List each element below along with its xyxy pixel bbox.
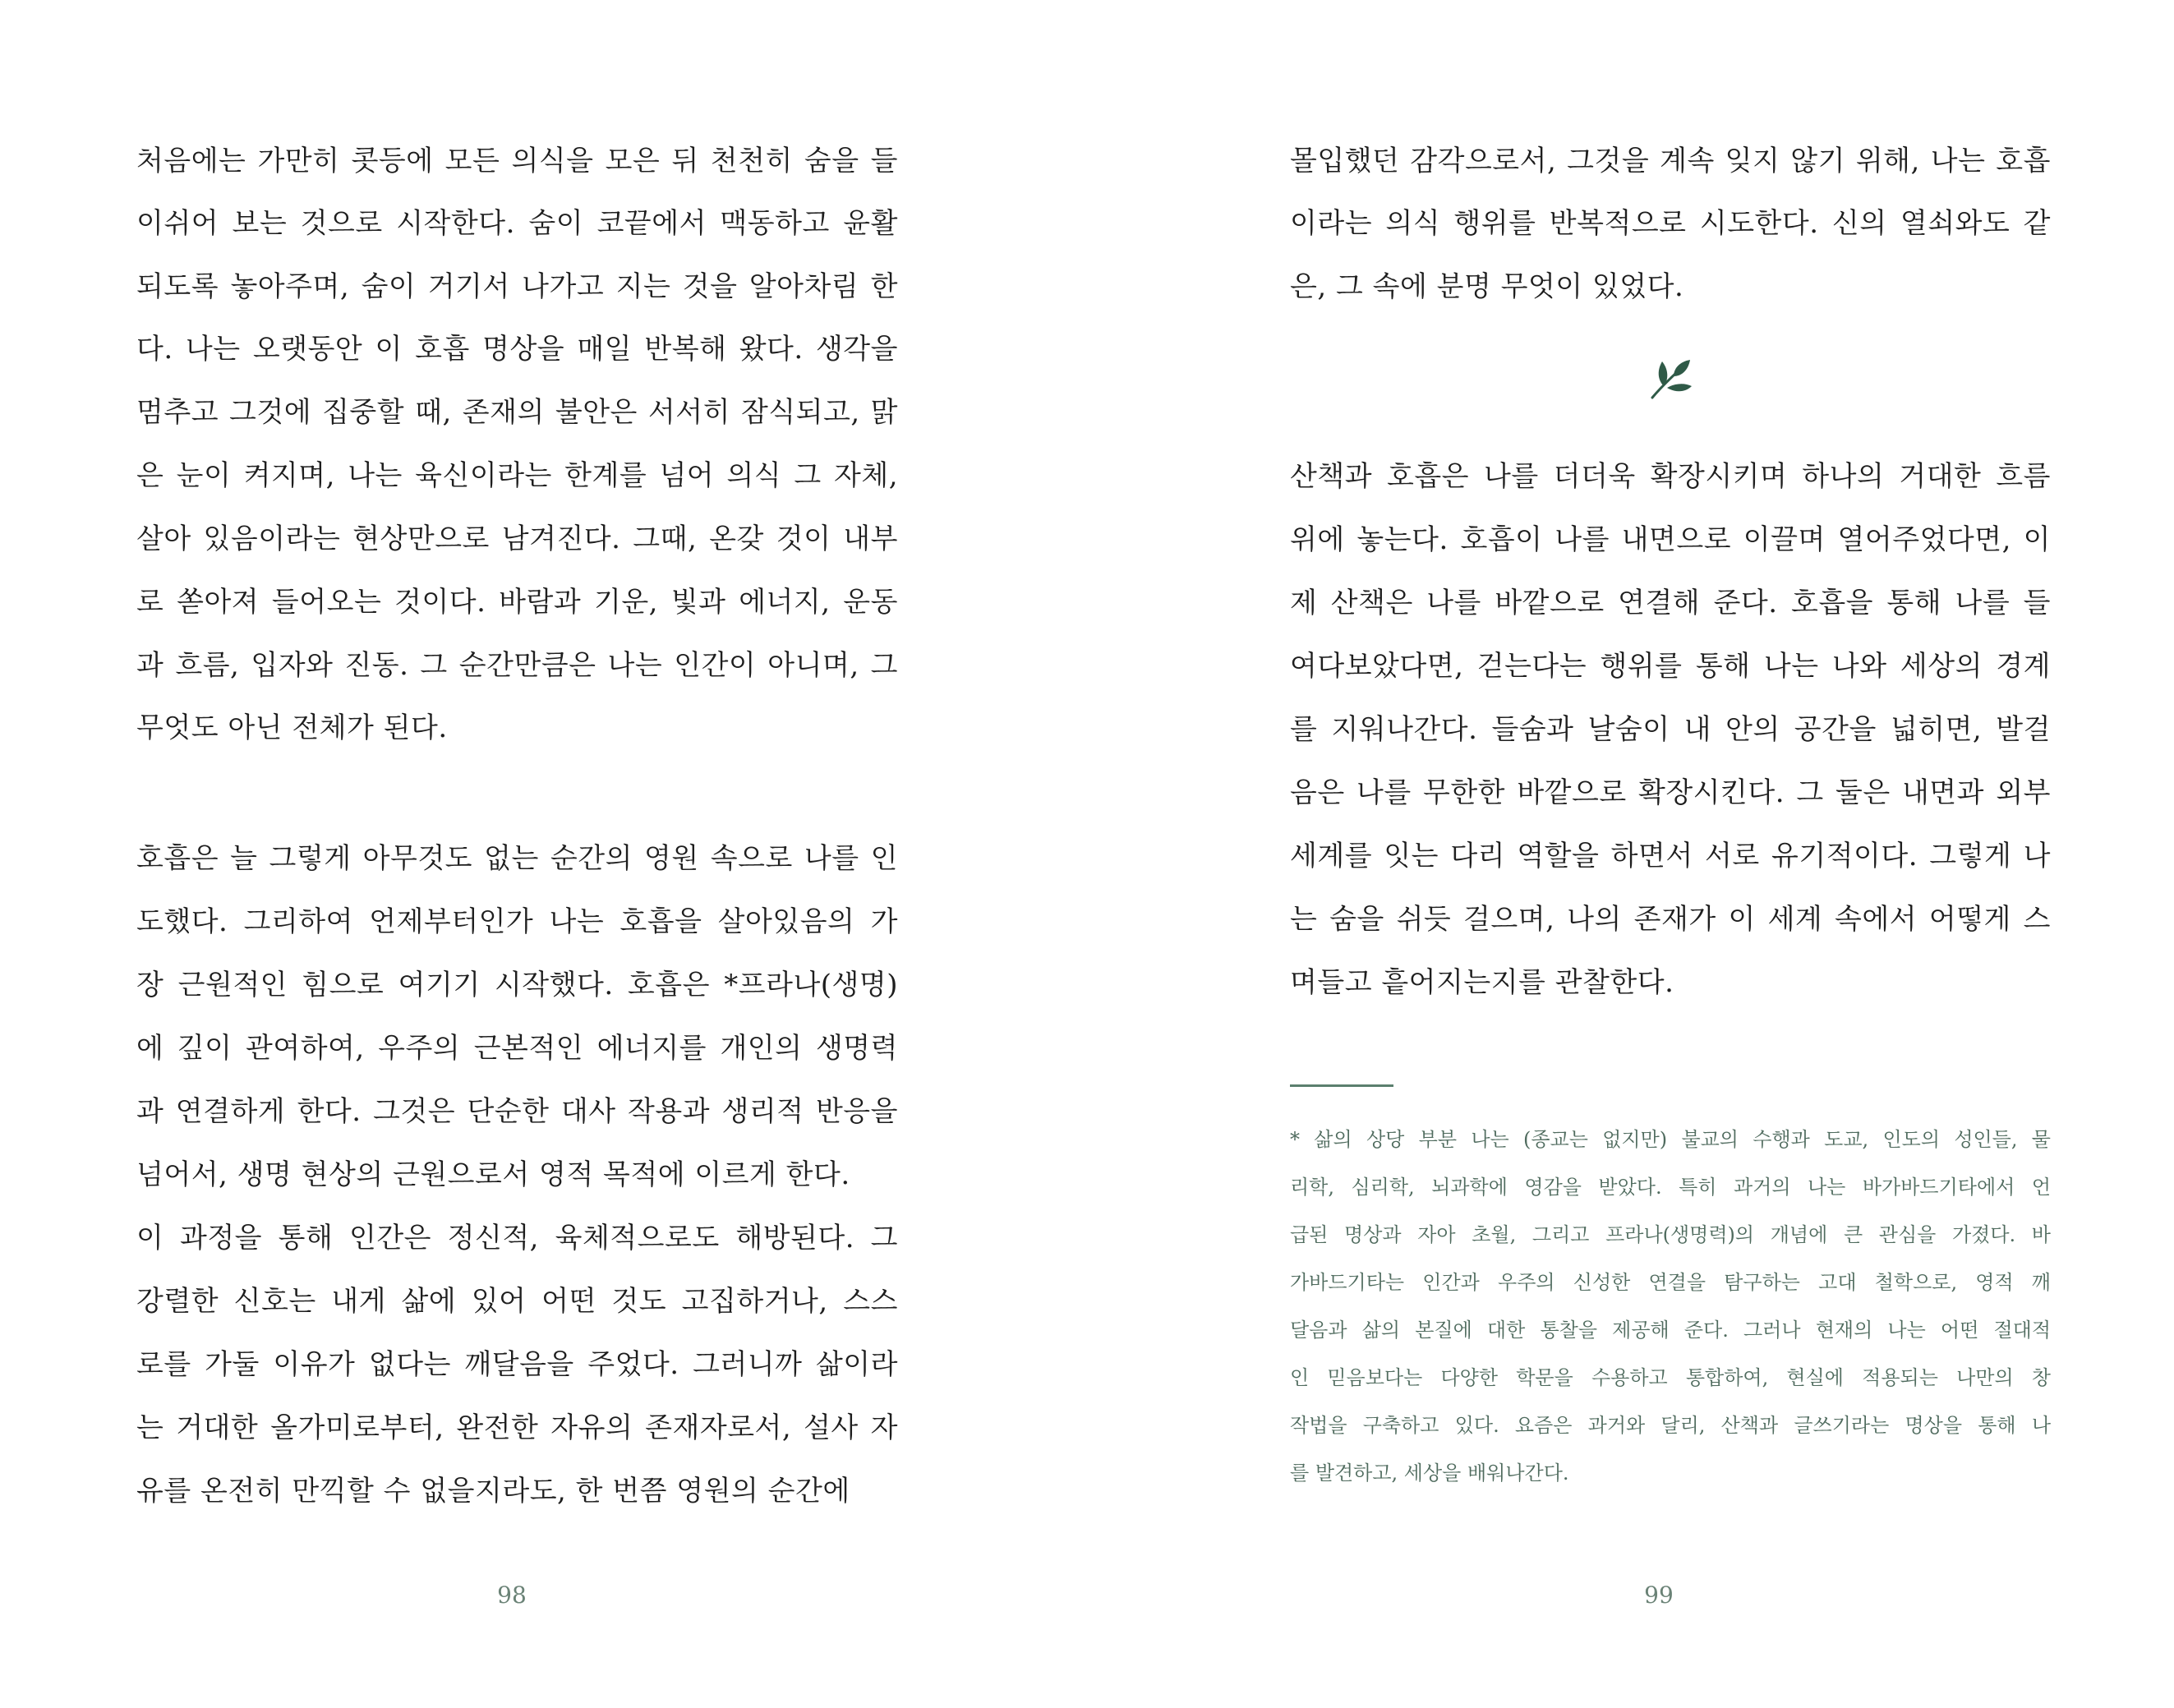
text-line: 산책과 호흡은 나를 더더욱 확장시키며 하나의 거대한 흐름 <box>1290 460 2051 493</box>
text-line: 장 근원적인 힘으로 여기기 시작했다. 호흡은 *프라나(생명) <box>136 969 898 1001</box>
text-line: 이 과정을 통해 인간은 정신적, 육체적으로도 해방된다. 그 <box>136 1222 898 1255</box>
text-line: 를 지워나간다. 들숨과 날숨이 내 안의 공간을 넓히면, 발걸 <box>1290 713 2051 746</box>
text-line: 위에 놓는다. 호흡이 나를 내면으로 이끌며 열어주었다면, 이 <box>1290 523 2051 556</box>
text-line: 음은 나를 무한한 바깥으로 확장시킨다. 그 둘은 내면과 외부 <box>1290 776 2051 809</box>
text-line: 호흡은 늘 그렇게 아무것도 없는 순간의 영원 속으로 나를 인 <box>136 842 898 875</box>
page-number: 98 <box>497 1581 527 1609</box>
text-line: 은 눈이 켜지며, 나는 육신이라는 한계를 넘어 의식 그 자체, <box>136 459 898 492</box>
text-line: 몰입했던 감각으로서, 그것을 계속 잊지 않기 위해, 나는 호흡 <box>1290 145 2051 177</box>
text-line: 살아 있음이라는 현상만으로 남겨진다. 그때, 온갖 것이 내부 <box>136 523 898 555</box>
text-line: 는 거대한 올가미로부터, 완전한 자유의 존재자로서, 설사 자 <box>136 1411 898 1444</box>
text-line: 되도록 놓아주며, 숨이 거기서 나가고 지는 것을 알아차림 한 <box>136 270 898 303</box>
text-line: 넘어서, 생명 현상의 근원으로서 영적 목적에 이르게 한다. <box>136 1158 850 1191</box>
footnote-divider <box>1290 1084 1393 1087</box>
text-line: 은, 그 속에 분명 무엇이 있었다. <box>1290 270 1684 303</box>
text-line: 는 숨을 쉬듯 걸으며, 나의 존재가 이 세계 속에서 어떻게 스 <box>1290 903 2051 936</box>
text-line: 과 연결하게 한다. 그것은 단순한 대사 작용과 생리적 반응을 <box>136 1095 898 1128</box>
text-line: 이쉬어 보는 것으로 시작한다. 숨이 코끝에서 맥동하고 윤활 <box>136 207 898 240</box>
text-line: 도했다. 그리하여 언제부터인가 나는 호흡을 살아있음의 가 <box>136 905 898 938</box>
footnote-line: 를 발견하고, 세상을 배워나간다. <box>1290 1462 1569 1485</box>
right-page <box>1087 0 2174 1708</box>
page-number: 99 <box>1644 1581 1674 1609</box>
text-line: 유를 온전히 만끽할 수 없을지라도, 한 번쯤 영원의 순간에 <box>136 1475 850 1508</box>
footnote-line: 인 믿음보다는 다양한 학문을 수용하고 통합하여, 현실에 적용되는 나만의 창 <box>1290 1366 2051 1389</box>
text-line: 에 깊이 관여하여, 우주의 근본적인 에너지를 개인의 생명력 <box>136 1032 898 1065</box>
text-line: 로 쏟아져 들어오는 것이다. 바람과 기운, 빛과 에너지, 운동 <box>136 586 898 619</box>
footnote-line: 리학, 심리학, 뇌과학에 영감을 받았다. 특히 과거의 나는 바가바드기타에서 언 <box>1290 1176 2051 1199</box>
text-line: 처음에는 가만히 콧등에 모든 의식을 모은 뒤 천천히 숨을 들 <box>136 145 898 177</box>
text-line: 다. 나는 오랫동안 이 호흡 명상을 매일 반복해 왔다. 생각을 <box>136 333 898 366</box>
text-line: 멈추고 그것에 집중할 때, 존재의 불안은 서서히 잠식되고, 맑 <box>136 396 898 429</box>
text-line: 며들고 흩어지는지를 관찰한다. <box>1290 966 1674 999</box>
text-line: 이라는 의식 행위를 반복적으로 시도한다. 신의 열쇠와도 같 <box>1290 207 2051 240</box>
footnote-line: 달음과 삶의 본질에 대한 통찰을 제공해 준다. 그러나 현재의 나는 어떤 절대적 <box>1290 1319 2051 1342</box>
footnote-line: 작법을 구축하고 있다. 요즘은 과거와 달리, 산책과 글쓰기라는 명상을 통해 나 <box>1290 1414 2051 1437</box>
leaf-sprig-icon <box>1646 355 1695 401</box>
text-line: 로를 가둘 이유가 없다는 깨달음을 주었다. 그러니까 삶이라 <box>136 1348 898 1381</box>
footnote-line: 가바드기타는 인간과 우주의 신성한 연결을 탐구하는 고대 철학으로, 영적 깨 <box>1290 1271 2051 1294</box>
text-line: 여다보았다면, 걷는다는 행위를 통해 나는 나와 세상의 경계 <box>1290 650 2051 683</box>
text-line: 제 산책은 나를 바깥으로 연결해 준다. 호흡을 통해 나를 들 <box>1290 587 2051 619</box>
text-line: 세계를 잇는 다리 역할을 하면서 서로 유기적이다. 그렇게 나 <box>1290 840 2051 872</box>
footnote-line: 급된 명상과 자아 초월, 그리고 프라나(생명력)의 개념에 큰 관심을 가졌다. 바 <box>1290 1223 2051 1246</box>
text-line: 과 흐름, 입자와 진동. 그 순간만큼은 나는 인간이 아니며, 그 <box>136 649 898 682</box>
footnote-line: * 삶의 상당 부분 나는 (종교는 없지만) 불교의 수행과 도교, 인도의 성인들, 물 <box>1290 1128 2051 1151</box>
text-line: 강렬한 신호는 내게 삶에 있어 어떤 것도 고집하거나, 스스 <box>136 1285 898 1318</box>
text-line: 무엇도 아닌 전체가 된다. <box>136 711 448 744</box>
